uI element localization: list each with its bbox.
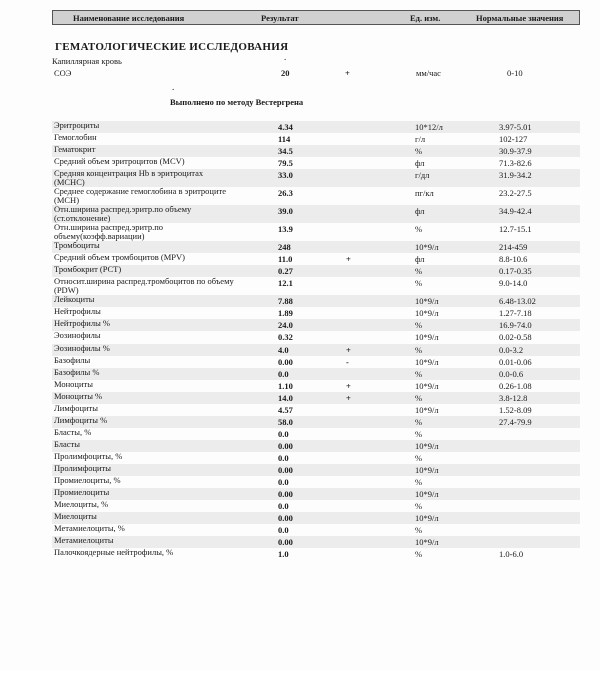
table-row [52, 404, 580, 416]
row-unit: фл [415, 254, 425, 265]
row-flag: + [346, 254, 351, 265]
row-result: 1.89 [278, 308, 293, 319]
row-unit: % [415, 501, 423, 512]
row-result: 58.0 [278, 416, 293, 427]
row-name: Пролимфоциты, % [54, 450, 123, 461]
header-norm: Нормальные значения [476, 13, 564, 23]
row-norm: 71.3-82.6 [499, 158, 532, 169]
row-name: Отн.ширина распред.эритр.по объему (ст.отклонение) [54, 204, 192, 224]
row-name: Миелоциты [54, 511, 97, 522]
section-title: ГЕМАТОЛОГИЧЕСКИЕ ИССЛЕДОВАНИЯ [55, 41, 289, 53]
row-result: 34.5 [278, 146, 293, 157]
row-unit: 10*9/л [415, 440, 439, 451]
soe-result: 20 [281, 68, 290, 78]
table-row [52, 476, 580, 488]
row-unit: % [415, 320, 423, 331]
row-norm: 0.0-3.2 [499, 344, 524, 355]
row-name: Гематокрит [54, 144, 96, 155]
row-unit: фл [415, 158, 425, 169]
table-row [52, 253, 580, 265]
row-name: Эозинофилы % [54, 342, 110, 353]
table-row [52, 169, 580, 187]
row-result: 14.0 [278, 392, 293, 403]
row-result: 26.3 [278, 188, 293, 199]
page-bottom [0, 670, 600, 688]
row-norm: 16.9-74.0 [499, 320, 532, 331]
table-row [52, 223, 580, 241]
table-row [52, 488, 580, 500]
row-name: Средний объем эритроцитов (MCV) [54, 156, 185, 167]
row-norm: 27.4-79.9 [499, 416, 532, 427]
row-norm: 1.27-7.18 [499, 308, 532, 319]
row-norm: 8.8-10.6 [499, 254, 528, 265]
table-row [52, 121, 580, 133]
row-result: 0.0 [278, 477, 289, 488]
table-row [52, 133, 580, 145]
row-norm: 1.52-8.09 [499, 404, 532, 415]
table-row [52, 205, 580, 223]
row-unit: 10*9/л [415, 537, 439, 548]
row-unit: 10*9/л [415, 308, 439, 319]
header-name: Наименование исследования [73, 13, 185, 23]
row-norm: 3.8-12.8 [499, 392, 528, 403]
results-table [52, 121, 580, 560]
row-unit: 10*9/л [415, 356, 439, 367]
row-name: Миелоциты, % [54, 499, 109, 510]
row-norm: 34.9-42.4 [499, 206, 532, 217]
table-header [52, 10, 580, 25]
table-row [52, 356, 580, 368]
row-name: Пролимфоциты [54, 462, 111, 473]
row-unit: % [415, 392, 423, 403]
table-row [52, 524, 580, 536]
row-unit: 10*9/л [415, 404, 439, 415]
row-name: Относит.ширина распред.тромбоцитов по объему (PDW) [54, 276, 234, 296]
header-unit: Ед. изм. [410, 13, 441, 23]
row-norm: 12.7-15.1 [499, 224, 532, 235]
table-row [52, 331, 580, 343]
row-result: 33.0 [278, 170, 293, 181]
row-norm: 102-127 [499, 134, 528, 145]
soe-norm: 0-10 [507, 68, 523, 78]
row-norm: 30.9-37.9 [499, 146, 532, 157]
row-name: Моноциты % [54, 390, 103, 401]
row-norm: 3.97-5.01 [499, 122, 532, 132]
row-unit: 10*9/л [415, 332, 439, 343]
row-name: Метамиелоциты, % [54, 523, 125, 534]
row-unit: пг/кл [415, 188, 434, 199]
row-name: Бласты [54, 438, 80, 449]
row-unit: 10*9/л [415, 296, 439, 307]
row-result: 1.10 [278, 380, 293, 391]
sample-label: Капиллярная кровь [52, 56, 122, 66]
row-unit: г/дл [415, 170, 430, 181]
row-result: 0.00 [278, 440, 293, 451]
row-norm: 1.0-6.0 [499, 549, 524, 560]
row-name: Тромбоциты [54, 240, 100, 251]
table-row [52, 464, 580, 476]
row-name: Тромбокрит (PCT) [54, 264, 122, 275]
soe-flag: + [345, 68, 350, 78]
row-norm: 0.0-0.6 [499, 368, 524, 379]
row-name: Лимфоциты % [54, 414, 108, 425]
row-unit: г/л [415, 134, 426, 145]
row-name: Нейтрофилы % [54, 318, 110, 329]
row-result: 114 [278, 134, 291, 145]
row-result: 4.34 [278, 122, 293, 132]
table-row [52, 392, 580, 404]
row-name: Промиелоциты, % [54, 475, 121, 486]
row-norm: 0.17-0.35 [499, 266, 532, 277]
row-unit: % [415, 416, 423, 427]
row-result: 24.0 [278, 320, 293, 331]
table-row [52, 277, 580, 295]
table-row [52, 368, 580, 380]
row-result: 11.0 [278, 254, 293, 265]
row-unit: 10*9/л [415, 489, 439, 500]
row-unit: % [415, 344, 423, 355]
row-flag: + [346, 344, 351, 355]
row-norm: 0.02-0.58 [499, 332, 532, 343]
row-norm: 0.26-1.08 [499, 380, 532, 391]
row-result: 0.27 [278, 266, 293, 277]
row-unit: 10*12/л [415, 122, 443, 132]
row-result: 0.0 [278, 525, 289, 536]
row-flag: + [346, 392, 351, 403]
row-unit: % [415, 266, 423, 277]
sample-dot: . [284, 52, 287, 62]
table-row [52, 452, 580, 464]
row-norm: 31.9-34.2 [499, 170, 532, 181]
row-result: 4.0 [278, 344, 289, 355]
row-result: 0.00 [278, 356, 293, 367]
table-row [52, 428, 580, 440]
row-name: Моноциты [54, 378, 93, 389]
table-row [52, 187, 580, 205]
method-dot: . [172, 82, 175, 92]
row-name: Средний объем тромбоцитов (MPV) [54, 252, 185, 263]
row-unit: % [415, 368, 423, 379]
row-unit: % [415, 224, 423, 235]
row-unit: % [415, 428, 423, 439]
row-unit: % [415, 278, 423, 289]
row-unit: 10*9/л [415, 513, 439, 524]
row-unit: % [415, 452, 423, 463]
table-row [52, 319, 580, 331]
row-unit: 10*9/л [415, 242, 439, 253]
row-result: 1.0 [278, 549, 289, 560]
row-name: Лейкоциты [54, 294, 95, 305]
row-name: Лимфоциты [54, 402, 98, 413]
row-result: 0.00 [278, 513, 293, 524]
row-result: 248 [278, 242, 291, 253]
table-row [52, 512, 580, 524]
row-result: 0.00 [278, 537, 293, 548]
row-name: Палочкоядерные нейтрофилы, % [54, 547, 174, 558]
row-flag: - [346, 356, 349, 367]
row-name: Среднее содержание гемоглобина в эритроците (MCH) [54, 186, 227, 206]
table-row [52, 500, 580, 512]
row-name: Эритроциты [54, 120, 100, 130]
row-name: Нейтрофилы [54, 306, 101, 317]
row-unit: 10*9/л [415, 464, 439, 475]
table-row [52, 380, 580, 392]
table-row [52, 295, 580, 307]
row-name: Отн.ширина распред.эритр.по объему(коэфф.вариации) [54, 222, 164, 242]
row-name: Базофилы % [54, 366, 100, 377]
row-result: 7.88 [278, 296, 293, 307]
table-row [52, 440, 580, 452]
row-result: 39.0 [278, 206, 293, 217]
row-name: Гемоглобин [54, 132, 97, 143]
row-unit: 10*9/л [415, 380, 439, 391]
row-result: 0.00 [278, 464, 293, 475]
row-norm: 214-459 [499, 242, 528, 253]
row-unit: % [415, 477, 423, 488]
row-norm: 0.01-0.06 [499, 356, 532, 367]
row-result: 0.0 [278, 452, 289, 463]
soe-row [52, 68, 580, 80]
soe-unit: мм/час [416, 68, 441, 78]
row-result: 4.57 [278, 404, 293, 415]
table-row [52, 344, 580, 356]
row-name: Средняя концентрация Hb в эритроцитах (MCHC) [54, 168, 204, 188]
row-name: Бласты, % [54, 426, 92, 437]
row-unit: фл [415, 206, 425, 217]
row-unit: % [415, 549, 423, 560]
row-result: 0.0 [278, 368, 289, 379]
row-result: 79.5 [278, 158, 293, 169]
row-result: 0.32 [278, 332, 293, 343]
row-result: 0.0 [278, 428, 289, 439]
soe-name: СОЭ [54, 68, 72, 78]
row-result: 0.0 [278, 501, 289, 512]
table-row [52, 548, 580, 560]
row-name: Базофилы [54, 354, 91, 365]
header-result: Результат [261, 13, 299, 23]
table-row [52, 416, 580, 428]
table-row [52, 307, 580, 319]
row-result: 0.00 [278, 489, 293, 500]
row-flag: + [346, 380, 351, 391]
row-name: Метамиелоциты [54, 535, 114, 546]
method-note: Выполнено по методу Вестергрена [170, 97, 304, 107]
row-name: Эозинофилы [54, 330, 101, 341]
row-unit: % [415, 146, 423, 157]
row-norm: 23.2-27.5 [499, 188, 532, 199]
row-name: Промиелоциты [54, 487, 110, 498]
row-norm: 9.0-14.0 [499, 278, 528, 289]
row-unit: % [415, 525, 423, 536]
row-norm: 6.48-13.02 [499, 296, 536, 307]
row-result: 12.1 [278, 278, 293, 289]
row-result: 13.9 [278, 224, 293, 235]
